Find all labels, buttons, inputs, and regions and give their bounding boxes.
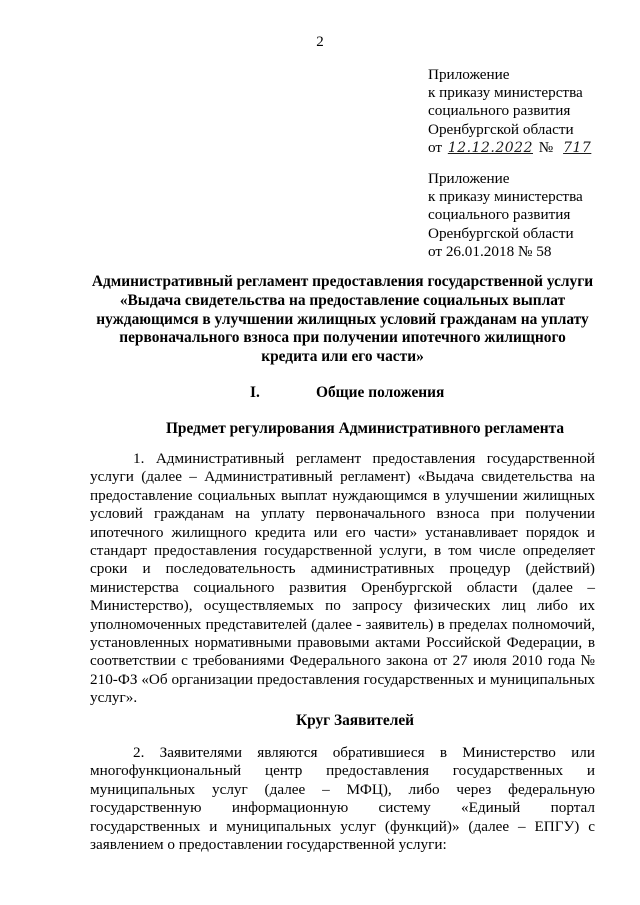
appendix-current-line2: к приказу министерства [428,84,583,102]
paragraph-1: 1. Административный регламент предоставления государственной услуги (далее – Административный регламент) «Выдача свидетельства на предоставление социальных выплат нуждающимся в улучшении жилищных условий гражданам на уплату первоначального взноса при получении ипотечного жилищного кредита или его части» устанавливает порядок и стандарт предоставления государственной услуги, в том числе определяет сроки и последовательность административных процедур (действий) министерства социального развития Оренбургской области (далее – Министерство), осуществляемых по запросу физических лиц либо их уполномоченных представителей (далее - заявитель) в пределах полномочий, установленных нормативными правовыми актами Российской Федерации, в соответствии с требованиями Федерального закона от 27 июля 2010 года № 210-ФЗ «Об организации предоставления государственных и муниципальных услуг». [90,450,595,707]
section-title: Общие положения [316,384,445,401]
appendix-original-line2: к приказу министерства [428,188,583,206]
date-prefix: от [428,138,443,156]
document-title: Административный регламент предоставления государственной услуги «Выдача свидетельства на предоставление социальных выплат нуждающимся в улучшении жилищных условий гражданам на уплату первоначального взноса при получении ипотечного жилищного кредита или его части» [91,273,594,366]
appendix-current-line1: Приложение [428,66,510,83]
appendix-original [428,170,628,261]
page-number: 2 [316,34,324,50]
subheading-regulation-subject: Предмет регулирования Административного регламента [165,420,565,437]
appendix-current-line4: Оренбургской области [428,120,574,138]
number-prefix: № [538,138,554,156]
appendix-current-date-line [428,139,628,157]
paragraph-2: 2. Заявителями являются обратившиеся в Министерство или многофункциональный центр предоставления государственных и муниципальных услуг (далее – МФЦ), либо через федеральную государственную информационную систему «Единый портал государственных и муниципальных услуг (функций)» (далее – ЕПГУ) с заявлением о предоставлении государственной услуги: [90,744,595,854]
handwritten-date: 12.12.2022 [447,139,533,156]
section-number: I. [250,384,260,401]
appendix-current [428,66,628,157]
appendix-original-line3: социального развития [428,206,571,224]
subheading-applicants: Круг Заявителей [295,712,415,729]
appendix-current-line3: социального развития [428,102,571,120]
appendix-original-line5: от 26.01.2018 № 58 [428,242,552,260]
handwritten-number: 717 [563,139,592,156]
appendix-original-line4: Оренбургской области [428,224,574,242]
appendix-original-line1: Приложение [428,170,510,187]
